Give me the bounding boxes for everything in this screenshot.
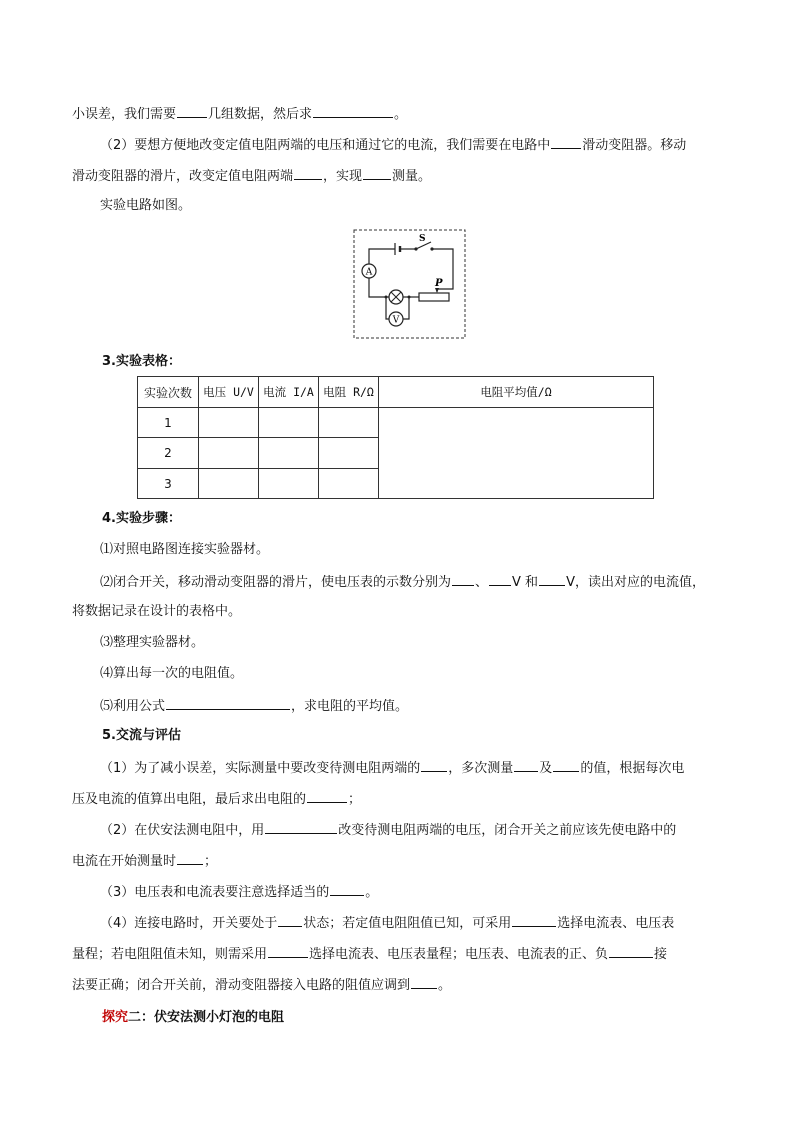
table-header-cell: 电阻平均值/Ω	[379, 377, 654, 408]
text-span: 压及电流的值算出电阻，最后求出电阻的	[72, 792, 307, 807]
text-span: 。	[438, 978, 452, 993]
text-span: 的值，根据每次电	[580, 761, 685, 776]
text-span: 几组数据，然后求	[208, 107, 313, 122]
text-span: ；	[204, 854, 218, 869]
table-cell[interactable]	[199, 408, 259, 438]
fill-blank[interactable]	[489, 571, 511, 586]
fill-blank[interactable]	[553, 757, 579, 772]
step-2-line-1	[100, 571, 705, 593]
fill-blank[interactable]	[411, 974, 437, 989]
table-cell-trial: 1	[138, 408, 199, 438]
fill-blank[interactable]	[363, 165, 391, 180]
text-span: 改变待测电阻两端的电压，闭合开关之前应该先使电路中的	[338, 823, 677, 838]
fill-blank[interactable]	[452, 571, 474, 586]
text-span: ⑵闭合开关，移动滑动变阻器的滑片，使电压表的示数分别为	[100, 575, 452, 590]
table-cell[interactable]	[199, 469, 259, 499]
wire	[403, 297, 409, 319]
text-span: 滑动变阻器的滑片，改变定值电阻两端	[72, 169, 294, 184]
fill-blank[interactable]	[551, 134, 581, 149]
text-span: 小误差，我们需要	[72, 107, 177, 122]
text-span: V 和	[512, 575, 539, 590]
table-cell[interactable]	[319, 438, 379, 469]
table-header-row	[138, 377, 654, 408]
fill-blank[interactable]	[294, 165, 322, 180]
fill-blank[interactable]	[177, 850, 203, 865]
table-header-cell: 电压 U/V	[199, 377, 259, 408]
text-span: 。	[365, 885, 379, 900]
heading-text: 二：伏安法测小灯泡的电阻	[128, 1010, 285, 1025]
section-4-heading: 4.实验步骤：	[102, 511, 181, 526]
wire	[369, 278, 386, 297]
step-5	[100, 695, 408, 717]
fill-blank[interactable]	[514, 757, 538, 772]
table-cell-average[interactable]	[379, 408, 654, 499]
section-5-heading: 5.交流与评估	[102, 728, 181, 743]
text-span: ，求电阻的平均值。	[291, 699, 409, 714]
table-cell[interactable]	[259, 469, 319, 499]
text-span: 选择电流表、电压表量程；电压表、电流表的正、负	[309, 947, 609, 962]
text-span: （3）电压表和电流表要注意选择适当的	[100, 885, 330, 900]
fill-blank[interactable]	[609, 943, 653, 958]
step-1: ⑴对照电路图连接实验器材。	[100, 542, 270, 557]
heading-accent: 探究	[102, 1010, 129, 1025]
text-span: 状态；若定值电阻阻值已知，可采用	[303, 916, 512, 931]
text-line-1	[72, 103, 407, 125]
eval-4-line-3	[72, 974, 451, 996]
fill-blank[interactable]	[512, 912, 556, 927]
wire	[369, 249, 395, 264]
table-cell-trial: 2	[138, 438, 199, 469]
text-span: ，多次测量	[448, 761, 514, 776]
eval-3	[100, 881, 378, 903]
fill-blank[interactable]	[421, 757, 447, 772]
eval-1-line-2	[72, 788, 361, 810]
diagram-border	[354, 230, 465, 338]
table-cell[interactable]	[319, 408, 379, 438]
rheostat-icon	[419, 293, 449, 301]
circuit-diagram	[353, 229, 466, 339]
fill-blank[interactable]	[278, 912, 302, 927]
table-cell[interactable]	[259, 438, 319, 469]
text-span: ⑸利用公式	[100, 699, 166, 714]
text-span: 法要正确；闭合开关前，滑动变阻器接入电路的阻值应调到	[72, 978, 411, 993]
text-span: （4）连接电路时，开关要处于	[100, 916, 278, 931]
table-header-cell: 实验次数	[138, 377, 199, 408]
text-span: 。	[394, 107, 408, 122]
slider-label: P	[435, 278, 443, 289]
table-cell[interactable]	[259, 408, 319, 438]
eval-2-line-1	[100, 819, 676, 841]
text-span: 、	[475, 575, 489, 590]
fill-blank[interactable]	[265, 819, 337, 834]
paragraph-2-line-2	[72, 165, 431, 187]
figure-caption: 实验电路如图。	[100, 198, 192, 213]
table-header-cell: 电阻 R/Ω	[319, 377, 379, 408]
text-span: 电流在开始测量时	[72, 854, 177, 869]
fill-blank[interactable]	[330, 881, 364, 896]
voltmeter-label: V	[392, 315, 400, 326]
fill-blank[interactable]	[268, 943, 308, 958]
fill-blank[interactable]	[313, 103, 393, 118]
table-cell[interactable]	[319, 469, 379, 499]
switch-label: S	[419, 234, 426, 244]
text-span: （1）为了减小误差，实际测量中要改变待测电阻两端的	[100, 761, 421, 776]
ammeter-label: A	[365, 267, 373, 278]
fill-blank[interactable]	[539, 571, 565, 586]
text-span: 滑动变阻器。移动	[582, 138, 687, 153]
text-span: 接	[654, 947, 668, 962]
eval-4-line-1	[100, 912, 674, 934]
table-cell[interactable]	[199, 438, 259, 469]
step-3: ⑶整理实验器材。	[100, 635, 205, 650]
text-span: 及	[539, 761, 553, 776]
text-span: （2）在伏安法测电阻中，用	[100, 823, 265, 838]
text-span: 测量。	[392, 169, 432, 184]
step-4: ⑷算出每一次的电阻值。	[100, 666, 244, 681]
wire	[386, 297, 389, 319]
fill-blank[interactable]	[177, 103, 207, 118]
text-span: 选择电流表、电压表	[557, 916, 675, 931]
text-span: V，读出对应的电流值，	[566, 575, 705, 590]
step-2-line-2: 将数据记录在设计的表格中。	[72, 604, 242, 619]
paragraph-2-line-1	[100, 134, 686, 156]
fill-blank[interactable]	[166, 695, 290, 710]
table-header-cell: 电流 I/A	[259, 377, 319, 408]
section-explore-2-heading	[102, 1008, 284, 1028]
text-span: ；	[348, 792, 362, 807]
table-cell-trial: 3	[138, 469, 199, 499]
data-table	[137, 376, 654, 499]
eval-2-line-2	[72, 850, 217, 872]
table-row	[138, 408, 654, 438]
text-span: ，实现	[323, 169, 363, 184]
text-span: （2）要想方便地改变定值电阻两端的电压和通过它的电流，我们需要在电路中	[100, 138, 551, 153]
fill-blank[interactable]	[307, 788, 347, 803]
eval-1-line-1	[100, 757, 684, 779]
eval-4-line-2	[72, 943, 667, 965]
section-3-heading: 3.实验表格：	[102, 354, 181, 369]
text-span: 量程；若电阻阻值未知，则需采用	[72, 947, 268, 962]
